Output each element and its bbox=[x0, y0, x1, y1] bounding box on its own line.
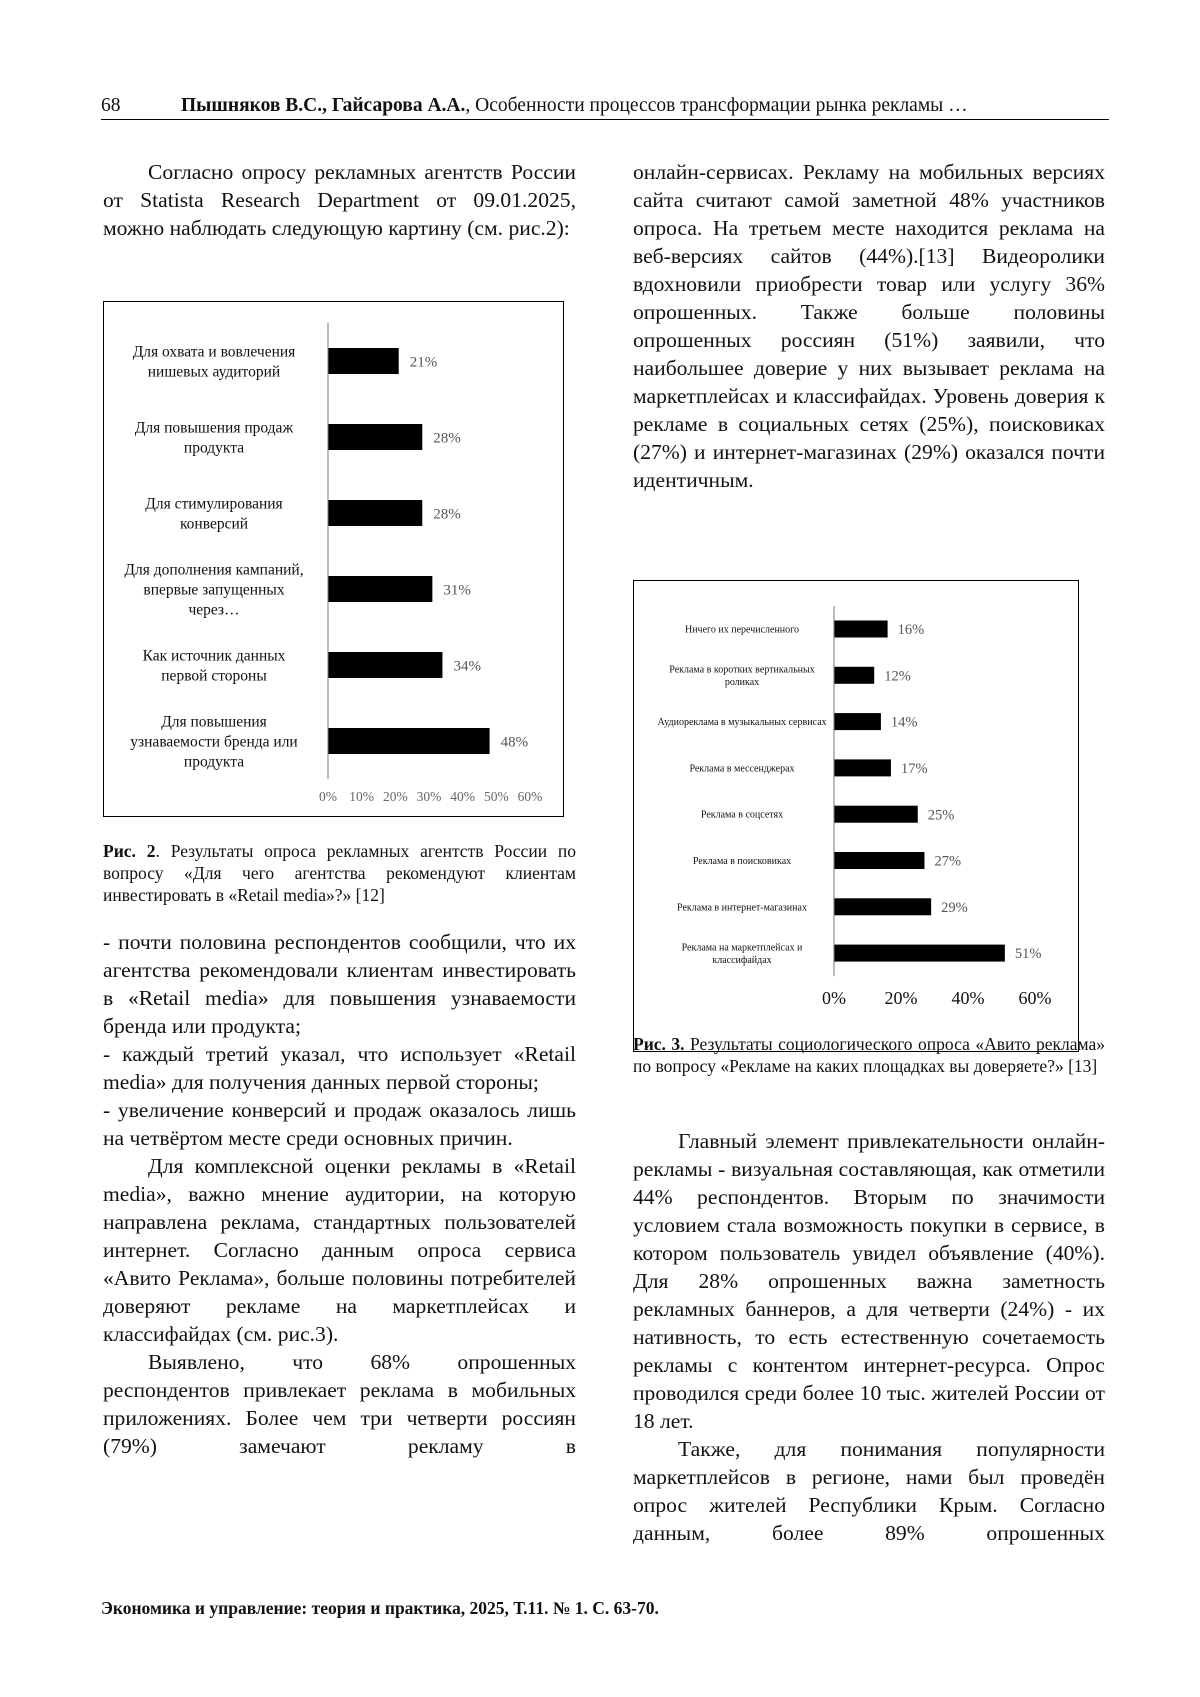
journal-footer: Экономика и управление: теория и практика, 2025, Т.11. № 1. С. 63-70. bbox=[101, 1598, 659, 1618]
data-label: 28% bbox=[433, 506, 461, 523]
bar bbox=[328, 576, 432, 602]
data-label: 14% bbox=[890, 714, 918, 731]
x-tick-label: 0% bbox=[319, 789, 337, 804]
data-label: 51% bbox=[1014, 946, 1042, 963]
category-label: через… bbox=[188, 601, 240, 619]
list-item: - почти половина респондентов сообщили, что их агентства рекомендовали клиентам инвестировать в «Retail media» для повышения узнаваемости бренда или продукта; bbox=[103, 930, 576, 1038]
figure-3-caption-text: Результаты социологического опроса «Авито реклама» по вопросу «Рекламе на каких площадках вы доверяете?» [13] bbox=[633, 1034, 1105, 1076]
paragraph: Также, для понимания популярности маркетплейсов в регионе, нами был проведён опрос жителей Республики Крым. Согласно данным, более 89% опрошенных bbox=[633, 1437, 1105, 1545]
data-label: 25% bbox=[927, 807, 955, 824]
category-label: Аудиореклама в музыкальных сервисах bbox=[657, 717, 827, 729]
list-item: - увеличение конверсий и продаж оказалось лишь на четвёртом месте среди основных причин. bbox=[103, 1098, 576, 1150]
paragraph: онлайн-сервисах. Рекламу на мобильных версиях сайта считают самой заметной 48% участников опроса. На третьем месте находится реклама на веб-версиях сайтов (44%).[13] Видеоролики вдохновили приобрести товар или услугу 36% опрошенных. Также больше половины опрошенных россиян (51%) заявили, что наибольшее доверие у них вызывает реклама на маркетплейсах и классифайдах. Уровень доверия к рекламе в социальных сетях (25%), поисковиках (27%) и интернет-магазинах (29%) оказался почти идентичным. bbox=[633, 160, 1105, 492]
data-label: 29% bbox=[941, 899, 968, 916]
category-label: нишевых аудиторий bbox=[147, 363, 281, 381]
figure-3-svg bbox=[634, 581, 1077, 1050]
x-tick-label: 10% bbox=[349, 789, 375, 804]
category-label: Для повышения bbox=[161, 713, 267, 731]
category-label: Для дополнения кампаний, bbox=[124, 561, 304, 579]
bar bbox=[834, 759, 891, 776]
bar bbox=[834, 945, 1005, 962]
figure-2-svg bbox=[104, 302, 562, 815]
x-tick-label: 40% bbox=[951, 988, 985, 1008]
bar bbox=[834, 898, 931, 915]
data-label: 17% bbox=[900, 760, 928, 777]
list-item: - каждый третий указал, что использует «Retail media» для получения данных первой стороны; bbox=[103, 1042, 576, 1094]
figure-3-label: Рис. 3. bbox=[633, 1034, 685, 1054]
category-label: роликах bbox=[724, 677, 760, 689]
category-label: Для охвата и вовлечения bbox=[132, 343, 296, 361]
category-label: продукта bbox=[183, 753, 245, 771]
category-label: Реклама в поисковиках bbox=[692, 856, 792, 867]
right-column-body bbox=[633, 1127, 1105, 1547]
data-label: 16% bbox=[897, 622, 925, 639]
bar bbox=[328, 652, 442, 678]
x-tick-label: 50% bbox=[483, 789, 509, 804]
category-label: Реклама на маркетплейсах и bbox=[681, 942, 803, 954]
data-label: 48% bbox=[500, 734, 529, 751]
x-tick-label: 30% bbox=[416, 789, 442, 804]
data-label: 34% bbox=[453, 658, 481, 675]
figure-2-chart bbox=[103, 301, 564, 817]
header-authors: Пышняков В.С., Гайсарова А.А. bbox=[181, 95, 466, 116]
bar bbox=[328, 424, 422, 450]
data-label: 31% bbox=[443, 582, 471, 599]
paragraph: Согласно опросу рекламных агентств России от Statista Research Department от 09.01.2025, можно наблюдать следующую картину (см. рис.2): bbox=[103, 160, 576, 240]
category-label: узнаваемости бренда или bbox=[130, 733, 298, 751]
figure-3-caption bbox=[633, 1033, 1105, 1077]
category-label: Реклама в соцсетях bbox=[700, 809, 784, 821]
x-tick-label: 0% bbox=[822, 988, 846, 1008]
paragraph: Для комплексной оценки рекламы в «Retail media», важно мнение аудитории, на которую направлена реклама, стандартных пользователей интернет. Согласно данным опроса сервиса «Авито Реклама», больше половины потребителей доверяют рекламе на маркетплейсах и классифайдах (см. рис.3). bbox=[103, 1154, 576, 1346]
category-label: впервые запущенных bbox=[143, 581, 285, 599]
right-column bbox=[633, 158, 1105, 494]
x-tick-label: 60% bbox=[517, 789, 543, 804]
bar bbox=[834, 806, 918, 823]
category-label: Для стимулирования bbox=[145, 495, 283, 513]
left-column-body bbox=[103, 928, 576, 1460]
bar bbox=[328, 500, 422, 526]
bar bbox=[834, 621, 888, 638]
bar bbox=[834, 667, 874, 684]
category-label: Для повышения продаж bbox=[134, 419, 294, 437]
bar bbox=[328, 348, 399, 374]
x-tick-label: 40% bbox=[450, 789, 476, 804]
page-number: 68 bbox=[101, 95, 121, 116]
category-label: Как источник данных bbox=[142, 647, 286, 665]
category-label: Ничего их перечисленного bbox=[684, 624, 800, 636]
data-label: 28% bbox=[433, 430, 461, 447]
category-label: продукта bbox=[183, 439, 245, 457]
category-label: Реклама в коротких вертикальных bbox=[669, 664, 815, 676]
bar bbox=[834, 713, 881, 730]
x-tick-label: 20% bbox=[884, 988, 918, 1008]
left-column bbox=[103, 158, 576, 242]
figure-2-caption-text: . Результаты опроса рекламных агентств России по вопросу «Для чего агентства рекомендуют клиентам инвестировать в «Retail media»?» [12] bbox=[103, 841, 576, 905]
data-label: 21% bbox=[409, 354, 438, 371]
category-label: конверсий bbox=[179, 515, 249, 533]
figure-2-caption bbox=[103, 840, 576, 906]
category-label: Реклама в мессенджерах bbox=[689, 763, 795, 775]
x-tick-label: 20% bbox=[382, 789, 408, 804]
data-label: 27% bbox=[934, 853, 962, 870]
header-rule bbox=[101, 119, 1109, 120]
bar bbox=[328, 728, 490, 754]
figure-3-chart bbox=[633, 580, 1079, 1052]
category-label: классифайдах bbox=[712, 954, 772, 966]
figure-2-label: Рис. 2 bbox=[103, 841, 156, 861]
category-label: Реклама в интернет-магазинах bbox=[677, 902, 807, 914]
data-label: 12% bbox=[884, 668, 911, 685]
x-tick-label: 60% bbox=[1018, 988, 1052, 1008]
paragraph: Главный элемент привлекательности онлайн-рекламы - визуальная составляющая, как отметили 44% респондентов. Вторым по значимости условием стала возможность покупки в сервисе, в котором пользователь увидел объявление (40%). Для 28% опрошенных важна заметность рекламных баннеров, а для четверти (24%) - их нативность, то есть естественную сочетаемость рекламы с контентом интернет-ресурса. Опрос проводился среди более 10 тыс. жителей России от 18 лет. bbox=[633, 1129, 1105, 1433]
paragraph: Выявлено, что 68% опрошенных респондентов привлекает реклама в мобильных приложениях. Более чем три четверти россиян (79%) замечают рекламу в bbox=[103, 1350, 576, 1458]
bar bbox=[834, 852, 924, 869]
category-label: первой стороны bbox=[161, 667, 267, 685]
running-title: Пышняков В.С., Гайсарова А.А., Особенности процессов трансформации рынка рекламы … bbox=[181, 95, 968, 116]
header-title: Особенности процессов трансформации рынка рекламы … bbox=[475, 95, 968, 116]
